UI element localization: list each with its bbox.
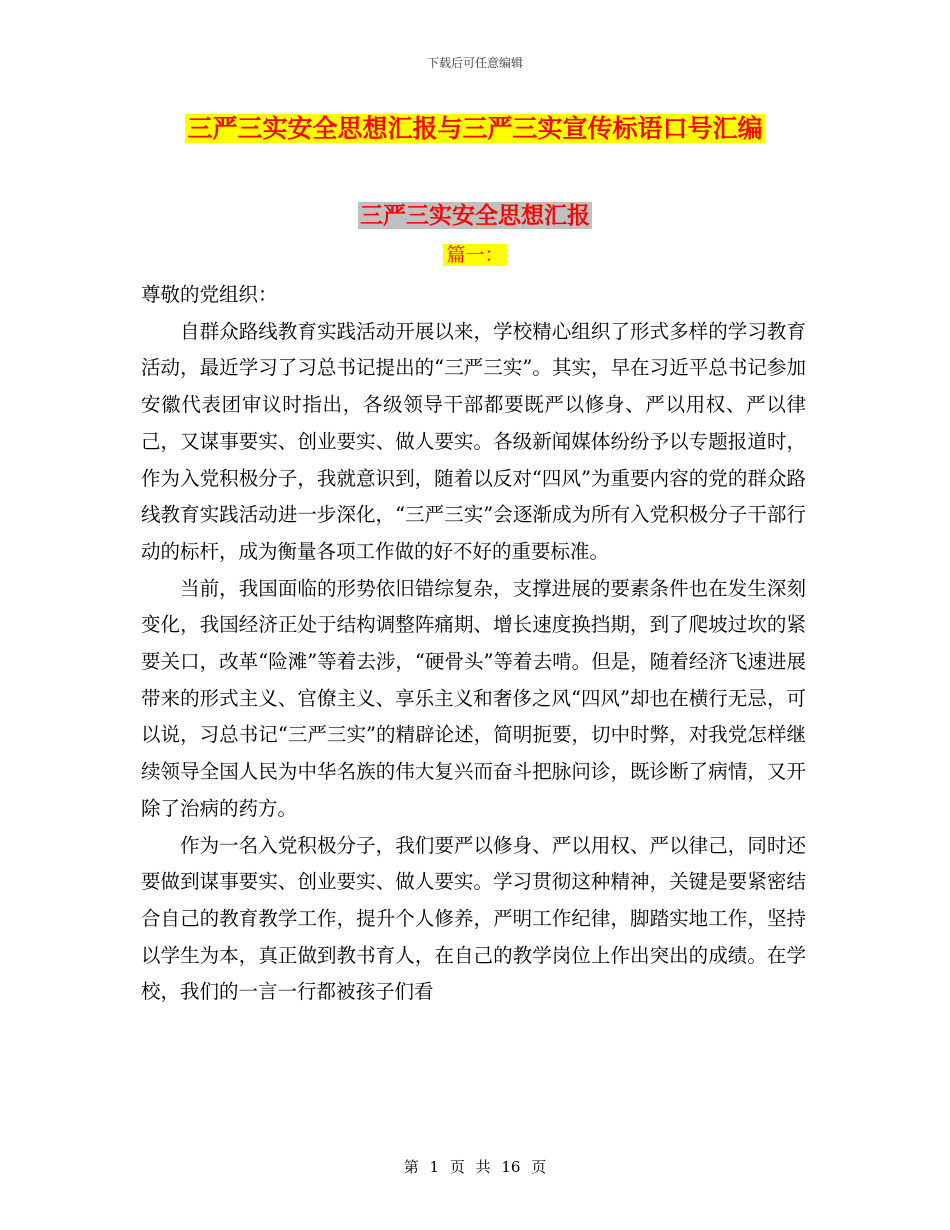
body-paragraph: 作为一名入党积极分子，我们要严以修身、严以用权、严以律己，同时还要做到谋事要实、创业要实、做人要实。学习贯彻这种精神，关键是要紧密结合自己的教育教学工作，提升个人修养，严明工作纪律，脚踏实地工作，坚持以学生为本，真正做到教书育人，在自己的教学岗位上作出突出的成绩。在学校，我们的一言一行都被孩子们看 bbox=[141, 833, 806, 1004]
main-title bbox=[0, 111, 950, 147]
document-body bbox=[141, 277, 806, 1011]
part-title-text: 篇一： bbox=[443, 244, 506, 266]
body-paragraph: 自群众路线教育实践活动开展以来，学校精心组织了形式多样的学习教育活动，最近学习了习总书记提出的“三严三实”。其实，早在习近平总书记参加安徽代表团审议时指出，各级领导干部都要既严以修身、严以用权、严以律己，又谋事要实、创业要实、做人要实。各级新闻媒体纷纷予以专题报道时，作为入党积极分子，我就意识到，随着以反对“四风”为重要内容的党的群众路线教育实践活动进一步深化，“三严三实”会逐渐成为所有入党积极分子干部行动的标杆，成为衡量各项工作做的好不好的重要标准。 bbox=[141, 319, 806, 563]
section-title-text: 三严三实安全思想汇报 bbox=[360, 202, 590, 229]
section-title bbox=[0, 199, 950, 233]
page-footer: 第 1 页 共 16 页 bbox=[403, 1158, 547, 1176]
body-paragraph: 当前，我国面临的形势依旧错综复杂，支撑进展的要素条件也在发生深刻变化，我国经济正处于结构调整阵痛期、增长速度换挡期，到了爬坡过坎的紧要关口，改革“险滩”等着去涉，“硬骨头”等着去啃。但是，随着经济飞速进展带来的形式主义、官僚主义、享乐主义和奢侈之风“四风”却也在横行无忌，可以说，习总书记“三严三实”的精辟论述，简明扼要，切中时弊，对我党怎样继续领导全国人民为中华名族的伟大复兴而奋斗把脉问诊，既诊断了病情，又开除了治病的药方。 bbox=[141, 576, 806, 820]
page-header-note: 下载后可任意编辑 bbox=[426, 56, 523, 70]
salutation: 尊敬的党组织： bbox=[141, 283, 278, 306]
part-title bbox=[0, 240, 950, 270]
main-title-text: 三严三实安全思想汇报与三严三实宣传标语口号汇编 bbox=[187, 114, 763, 143]
